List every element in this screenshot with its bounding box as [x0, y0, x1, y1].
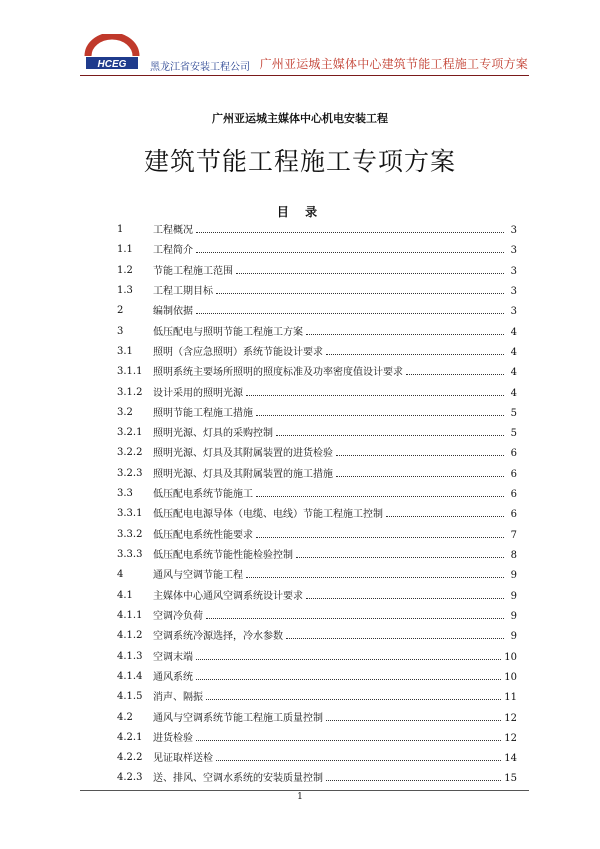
toc-dot-leader	[196, 667, 501, 680]
toc-entry-title: 照明（含应急照明）系统节能设计要求	[153, 346, 323, 358]
toc-entry[interactable]	[117, 322, 517, 342]
toc-entry-number: 3.3.1	[117, 508, 143, 520]
toc-entry-number: 3.2.2	[117, 447, 143, 459]
toc-dot-leader	[196, 728, 501, 741]
toc-entry-number: 4	[117, 569, 124, 581]
toc-entry-number: 1.3	[117, 284, 133, 296]
toc-entry-page: 6	[510, 489, 517, 501]
toc-entry-body	[153, 504, 517, 525]
toc-entry-page: 6	[510, 509, 517, 521]
toc-entry-title: 工程简介	[153, 245, 193, 257]
toc-entry-title: 设计采用的照明光源	[153, 387, 243, 399]
toc-entry-title: 主媒体中心通风空调系统设计要求	[153, 590, 303, 602]
toc-entry-body	[153, 667, 517, 688]
toc-entry-title: 工程工期目标	[153, 285, 213, 297]
toc-entry-body	[153, 525, 517, 546]
toc-entry-title: 空调末端	[153, 651, 193, 663]
toc-entry-title: 照明光源、灯具及其附属装置的进货检验	[153, 448, 333, 460]
toc-entry-number: 3.3.2	[117, 528, 143, 540]
toc-entry-title: 送、排风、空调水系统的安装质量控制	[153, 773, 323, 785]
toc-entry-body	[153, 647, 517, 668]
toc-entry[interactable]	[117, 504, 517, 524]
toc-entry-number: 4.1.5	[117, 691, 143, 703]
toc-entry-title: 消声、隔振	[153, 692, 203, 704]
toc-dot-leader	[336, 464, 504, 477]
page-number: 1	[297, 792, 303, 802]
toc-entry-title: 低压配电系统节能施工	[153, 489, 253, 501]
toc-entry-number: 4.2	[117, 711, 133, 723]
toc-entry-page: 3	[510, 265, 517, 277]
toc-entry-page: 6	[510, 468, 517, 480]
toc-entry-body	[153, 301, 517, 322]
toc-entry-page: 14	[504, 753, 517, 765]
toc-entry-number: 4.1.3	[117, 650, 143, 662]
toc-entry[interactable]	[117, 545, 517, 565]
company-name: 黑龙江省安装工程公司	[150, 62, 250, 73]
toc-entry-page: 6	[510, 448, 517, 460]
toc-entry-body	[153, 403, 517, 424]
toc-entry-number: 3.2	[117, 406, 133, 418]
toc-entry-page: 9	[510, 631, 517, 643]
toc-entry-page: 9	[510, 590, 517, 602]
toc-entry-title: 见证取样送检	[153, 753, 213, 765]
main-title: 建筑节能工程施工专项方案	[143, 147, 456, 176]
toc-dot-leader	[296, 545, 504, 558]
toc-dot-leader	[276, 423, 504, 436]
toc-entry-body	[153, 728, 517, 749]
toc-entry[interactable]	[117, 565, 517, 585]
toc-entry-title: 低压配电系统节能性能检验控制	[153, 550, 293, 561]
toc-entry-body	[153, 606, 517, 627]
project-name: 广州亚运城主媒体中心机电安装工程	[212, 112, 388, 125]
toc-entry-page: 8	[510, 550, 517, 561]
toc-entry-page: 12	[504, 712, 517, 724]
toc-entry-number: 4.1.2	[117, 630, 143, 642]
toc-dot-leader	[216, 748, 501, 761]
toc-entry[interactable]	[117, 464, 517, 484]
toc-dot-leader	[236, 261, 504, 274]
toc-entry-number: 3	[117, 325, 124, 337]
toc-entry-title: 照明系统主要场所照明的照度标准及功率密度值设计要求	[153, 367, 403, 379]
toc-entry[interactable]	[117, 748, 517, 768]
toc-entry-title: 通风系统	[153, 671, 193, 683]
toc-dot-leader	[216, 281, 504, 294]
toc-dot-leader	[256, 403, 504, 416]
toc-dot-leader	[306, 322, 504, 335]
toc-entry-title: 编制依据	[153, 306, 193, 318]
toc-dot-leader	[406, 362, 504, 375]
toc-entry-body	[153, 383, 517, 404]
toc-entry-page: 3	[510, 285, 517, 297]
toc-entry-body	[153, 322, 517, 343]
toc-entry-title: 节能工程施工范围	[153, 265, 233, 277]
toc-entry-number: 3.2.1	[117, 427, 143, 439]
toc-entry-page: 10	[504, 671, 517, 683]
toc-entry-body	[153, 768, 517, 789]
toc-entry[interactable]	[117, 362, 517, 382]
toc-entry-page: 4	[510, 326, 517, 338]
toc-entry-page: 4	[510, 387, 517, 399]
toc-entry-number: 4.2.1	[117, 731, 143, 743]
toc-entry[interactable]	[117, 586, 517, 606]
page-header	[80, 34, 528, 76]
toc-dot-leader	[306, 586, 504, 599]
toc-entry-body	[153, 545, 517, 566]
toc-entry-page: 9	[510, 610, 517, 622]
toc-dot-leader	[286, 626, 504, 639]
toc-dot-leader	[256, 525, 504, 538]
toc-dot-leader	[256, 484, 504, 497]
toc-entry-page: 10	[504, 651, 517, 663]
toc-dot-leader	[326, 342, 504, 355]
toc-entry-title: 低压配电电源导体（电缆、电线）节能工程施工控制	[153, 509, 383, 521]
toc-entry-page: 5	[510, 407, 517, 419]
toc-entry[interactable]	[117, 768, 517, 788]
toc-entry[interactable]	[117, 342, 517, 362]
toc-entry-number: 3.1	[117, 345, 133, 357]
toc-entry[interactable]	[117, 220, 517, 240]
toc-dot-leader	[386, 504, 504, 517]
toc-entry-title: 工程概况	[153, 225, 193, 236]
toc-entry-body	[153, 261, 517, 282]
footer-divider	[80, 790, 529, 791]
toc-entry-body	[153, 220, 517, 241]
company-logo	[82, 34, 142, 74]
toc-entry-title: 照明节能工程施工措施	[153, 407, 253, 419]
logo-text: HCEG	[97, 59, 127, 70]
header-divider	[80, 75, 529, 76]
toc-dot-leader	[326, 768, 501, 781]
toc-entry-title: 通风与空调节能工程	[153, 570, 243, 582]
toc-entry-page: 4	[510, 367, 517, 379]
toc-entry-body	[153, 281, 517, 302]
toc-entry-number: 3.1.1	[117, 366, 143, 378]
toc-entry[interactable]	[117, 525, 517, 545]
toc-entry-page: 4	[510, 346, 517, 358]
toc-entry-body	[153, 443, 517, 464]
toc-entry-body	[153, 708, 517, 729]
toc-dot-leader	[326, 708, 501, 721]
toc-dot-leader	[196, 647, 501, 660]
toc-entry[interactable]	[117, 301, 517, 321]
toc-entry-body	[153, 464, 517, 485]
toc-entry[interactable]	[117, 281, 517, 301]
toc-entry-title: 照明光源、灯具的采购控制	[153, 428, 273, 440]
toc-entry-title: 低压配电与照明节能工程施工方案	[153, 326, 303, 338]
toc-entry[interactable]	[117, 484, 517, 504]
toc-dot-leader	[206, 687, 501, 700]
toc-entry[interactable]	[117, 647, 517, 667]
toc-entry-page: 9	[510, 570, 517, 582]
toc-entry-number: 3.3	[117, 488, 133, 500]
toc-entry[interactable]	[117, 687, 517, 707]
toc-dot-leader	[206, 606, 504, 619]
toc-dot-leader	[196, 220, 504, 233]
toc-entry-number: 4.2.2	[117, 752, 143, 764]
toc-entry-number: 3.3.3	[117, 549, 143, 560]
toc-entry-page: 5	[510, 428, 517, 440]
toc-entry-page: 12	[504, 732, 517, 744]
toc-heading: 目 录	[276, 205, 324, 219]
toc-dot-leader	[196, 301, 504, 314]
toc-entry-page: 3	[510, 245, 517, 257]
toc-entry[interactable]	[117, 261, 517, 281]
toc-dot-leader	[336, 443, 504, 456]
toc-entry-body	[153, 748, 517, 769]
toc-entry-title: 低压配电系统性能要求	[153, 529, 253, 541]
toc-entry-page: 3	[510, 225, 517, 236]
table-of-contents	[117, 220, 517, 789]
toc-entry-body	[153, 484, 517, 505]
toc-entry-number: 4.1.1	[117, 609, 143, 621]
toc-entry[interactable]	[117, 443, 517, 463]
toc-entry[interactable]	[117, 728, 517, 748]
toc-entry[interactable]	[117, 423, 517, 443]
toc-entry-title: 进货检验	[153, 732, 193, 744]
toc-entry-page: 7	[510, 529, 517, 541]
toc-entry[interactable]	[117, 403, 517, 423]
toc-entry-number: 3.2.3	[117, 467, 143, 479]
toc-entry-title: 通风与空调系统节能工程施工质量控制	[153, 712, 323, 724]
toc-entry-number: 1.2	[117, 264, 133, 276]
toc-entry[interactable]	[117, 667, 517, 687]
toc-entry[interactable]	[117, 383, 517, 403]
toc-entry[interactable]	[117, 708, 517, 728]
toc-entry-body	[153, 240, 517, 261]
toc-entry-title: 空调系统冷源选择，冷水参数	[153, 631, 283, 643]
toc-entry-number: 4.2.3	[117, 772, 143, 784]
toc-entry-number: 1	[117, 224, 124, 235]
toc-entry-title: 空调冷负荷	[153, 610, 203, 622]
toc-entry-body	[153, 626, 517, 647]
toc-entry[interactable]	[117, 606, 517, 626]
toc-entry-page: 3	[510, 306, 517, 318]
toc-entry[interactable]	[117, 240, 517, 260]
toc-entry-body	[153, 565, 517, 586]
toc-dot-leader	[196, 240, 504, 253]
toc-entry-number: 3.1.2	[117, 386, 143, 398]
toc-entry-body	[153, 423, 517, 444]
toc-entry-number: 4.1.4	[117, 670, 143, 682]
toc-entry-number: 4.1	[117, 589, 133, 601]
toc-entry-body	[153, 362, 517, 383]
toc-entry-body	[153, 586, 517, 607]
toc-entry-number: 2	[117, 305, 124, 317]
toc-entry-body	[153, 342, 517, 363]
toc-entry-page: 11	[504, 692, 517, 704]
toc-entry-title: 照明光源、灯具及其附属装置的施工措施	[153, 468, 333, 480]
toc-entry-number: 1.1	[117, 244, 133, 256]
toc-dot-leader	[246, 383, 504, 396]
toc-entry[interactable]	[117, 626, 517, 646]
toc-entry-body	[153, 687, 517, 708]
toc-entry-page: 15	[504, 773, 517, 785]
toc-dot-leader	[246, 565, 504, 578]
header-document-title: 广州亚运城主媒体中心建筑节能工程施工专项方案	[259, 57, 528, 71]
